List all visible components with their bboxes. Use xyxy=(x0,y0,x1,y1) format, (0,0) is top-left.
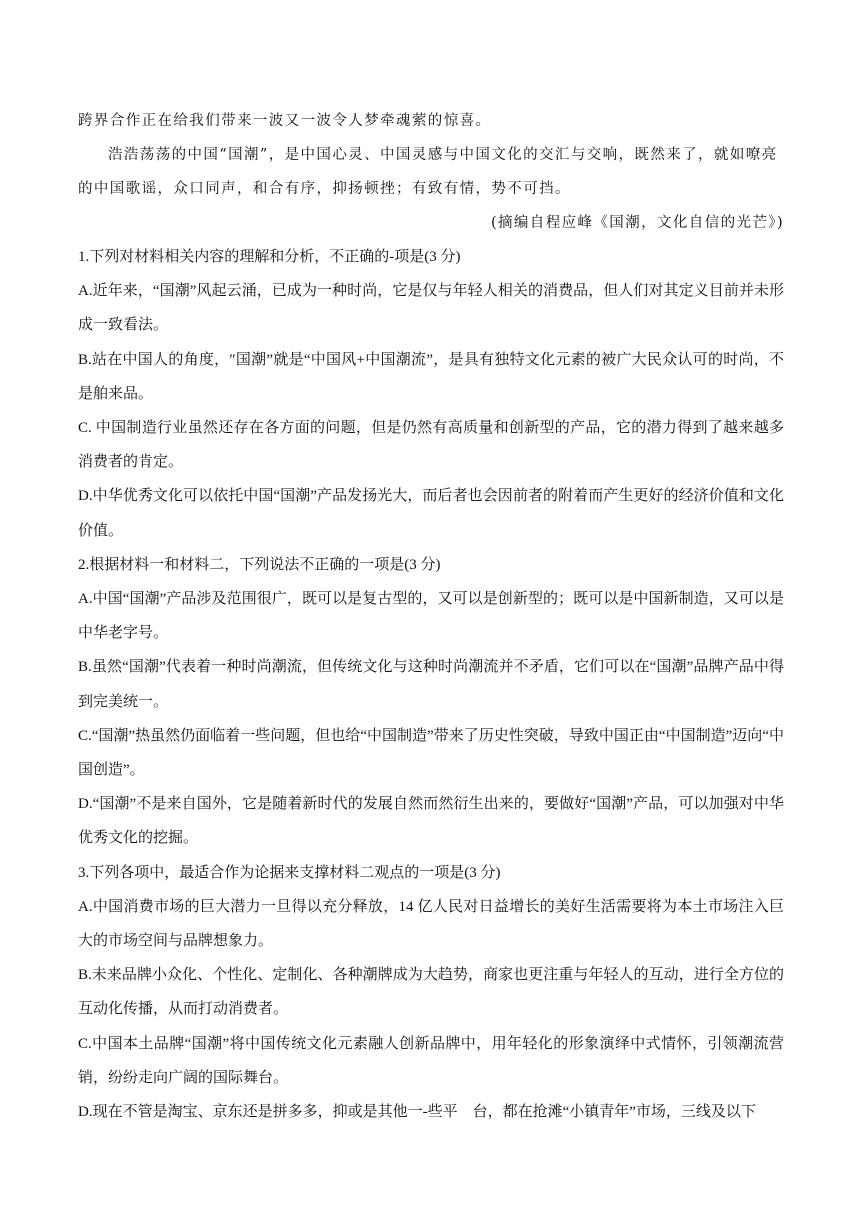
question-1-option-d: D.中华优秀文化可以依托中国“国潮”产品发扬光大，而后者也会因前者的附着而产生更好的经济价值和文化价值。 xyxy=(78,488,784,539)
passage-source: (摘编自程应峰《国潮，文化自信的光芒》) xyxy=(490,215,784,231)
question-3-option-b: B.未来品牌小众化、个性化、定制化、各种潮牌成为大趋势，商家也更注重与年轻人的互动，进行全方位的互动化传播，从而打动消费者。 xyxy=(78,967,784,1018)
question-2-option-a: A.中国“国潮”产品涉及范围很广，既可以是复古型的，又可以是创新型的；既可以是中国新制造，又可以是中华老字号。 xyxy=(78,591,784,642)
question-3 xyxy=(78,856,784,1130)
passage-continuation: 跨界合作正在给我们带来一波又一波令人梦牵魂萦的惊喜。 xyxy=(78,113,492,129)
question-2 xyxy=(78,548,784,856)
question-2-stem: 2.根据材料一和材料二，下列说法不正确的一项是(3 分) xyxy=(78,556,441,573)
question-3-option-d: D.现在不管是淘宝、京东还是拼多多，抑或是其他一-些平 台，都在抢滩“小镇青年”市场，三线及以下 xyxy=(78,1104,756,1121)
question-1-stem: 1.下列对材料相关内容的理解和分析，不正确的-项是(3 分) xyxy=(78,249,461,265)
question-3-stem: 3.下列各项中，最适合作为论据来支撑材料二观点的一项是(3 分) xyxy=(78,864,501,881)
question-3-option-a: A.中国消费市场的巨大潜力一旦得以充分释放，14 亿人民对日益增长的美好生活需要将为本土市场注入巨大的市场空间与品牌想象力。 xyxy=(78,898,784,950)
question-1-option-b: B.站在中国人的角度，″国潮”就是“中国风+中国潮流”，是具有独特文化元素的被广大民众认可的时尚，不是舶来品。 xyxy=(78,351,784,402)
document-page xyxy=(78,104,784,1129)
passage-closing-paragraph: 浩浩荡荡的中国“国潮”，是中国心灵、中国灵感与中国文化的交汇与交响，既然来了，就如嘹亮的中国歌谣，众口同声，和合有序，抑扬顿挫；有致有情，势不可挡。 xyxy=(78,147,778,197)
question-3-option-c: C.中国本土品牌“国潮”将中国传统文化元素融人创新品牌中，用年轻化的形象演绎中式情怀，引领潮流营销，纷纷走向广阔的国际舞台。 xyxy=(78,1035,784,1086)
question-1 xyxy=(78,240,784,548)
question-2-option-b: B.虽然“国潮”代表着一种时尚潮流，但传统文化与这种时尚潮流并不矛盾，它们可以在“国潮”品牌产品中得到完美统一。 xyxy=(78,659,784,710)
question-2-option-d: D.“国潮”不是来自国外，它是随着新时代的发展自然而然衍生出来的，要做好“国潮”产品，可以加强对中华优秀文化的挖掘。 xyxy=(78,796,784,847)
question-2-option-c: C.“国潮”热虽然仍面临着一些问题，但也给“中国制造”带来了历史性突破，导致中国正由“中国制造”迈向“中国创造”。 xyxy=(78,727,784,779)
question-1-option-c: C. 中国制造行业虽然还存在各方面的问题，但是仍然有高质量和创新型的产品，它的潜力得到了越来越多消费者的肯定。 xyxy=(78,420,784,471)
question-1-option-a: A.近年来，“国潮”风起云涌，已成为一种时尚，它是仅与年轻人相关的消费品，但人们对其定义目前并未形成一致看法。 xyxy=(78,283,784,334)
